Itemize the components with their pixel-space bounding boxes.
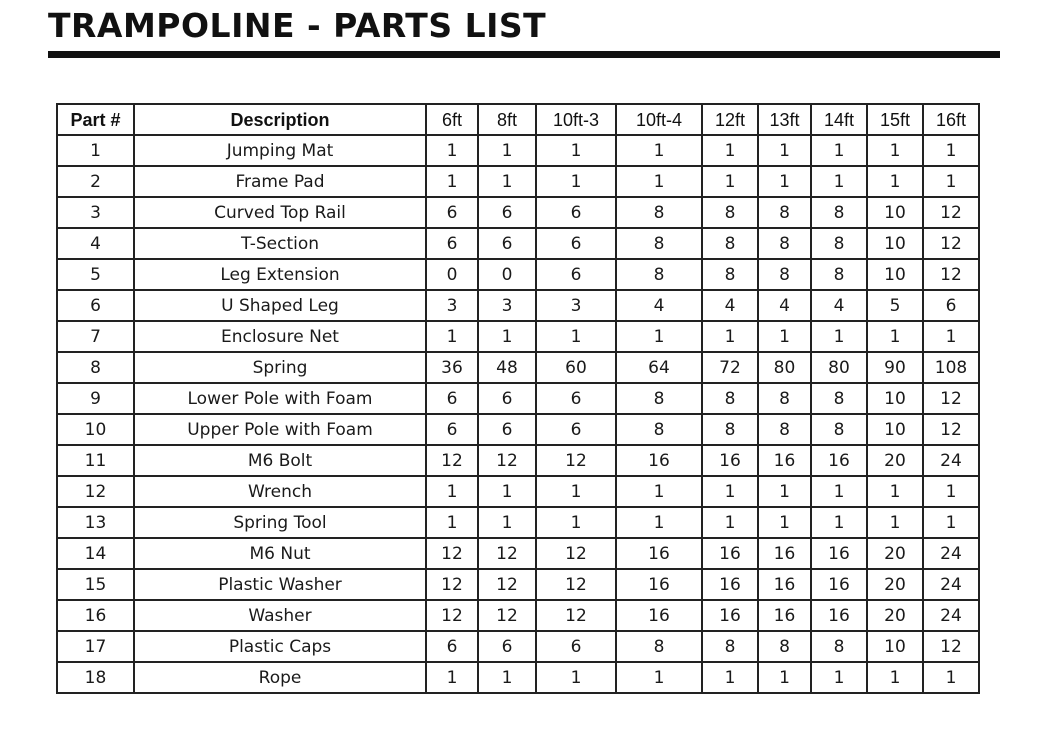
qty-13ft-cell: 1: [758, 662, 811, 693]
qty-13ft-cell: 1: [758, 507, 811, 538]
qty-10ft-3-cell: 6: [536, 197, 616, 228]
qty-6ft-cell: 12: [426, 538, 478, 569]
qty-16ft-cell: 12: [923, 228, 979, 259]
qty-6ft-cell: 12: [426, 445, 478, 476]
qty-15ft-cell: 10: [867, 197, 923, 228]
qty-14ft-cell: 1: [811, 476, 867, 507]
qty-15ft-cell: 1: [867, 476, 923, 507]
qty-10ft-4-cell: 1: [616, 166, 702, 197]
qty-13ft-cell: 4: [758, 290, 811, 321]
qty-16ft-cell: 24: [923, 445, 979, 476]
qty-15ft-cell: 20: [867, 569, 923, 600]
qty-8ft-cell: 1: [478, 321, 536, 352]
part-number-cell: 13: [57, 507, 134, 538]
qty-14ft-cell: 16: [811, 445, 867, 476]
qty-10ft-4-cell: 8: [616, 383, 702, 414]
qty-14ft-cell: 1: [811, 135, 867, 166]
qty-15ft-cell: 10: [867, 228, 923, 259]
qty-12ft-cell: 8: [702, 228, 758, 259]
part-number-cell: 5: [57, 259, 134, 290]
qty-12ft-cell: 8: [702, 631, 758, 662]
qty-13ft-cell: 1: [758, 321, 811, 352]
table-row: [57, 631, 979, 662]
qty-8ft-cell: 1: [478, 166, 536, 197]
qty-14ft-cell: 80: [811, 352, 867, 383]
qty-6ft-cell: 6: [426, 414, 478, 445]
qty-14ft-cell: 8: [811, 631, 867, 662]
qty-12ft-cell: 1: [702, 135, 758, 166]
description-cell: Plastic Caps: [134, 631, 426, 662]
qty-10ft-4-cell: 64: [616, 352, 702, 383]
qty-13ft-cell: 8: [758, 197, 811, 228]
header-size-6ft: 6ft: [426, 104, 478, 135]
qty-15ft-cell: 10: [867, 383, 923, 414]
page-title: TRAMPOLINE - PARTS LIST: [48, 6, 547, 45]
qty-12ft-cell: 1: [702, 476, 758, 507]
qty-6ft-cell: 0: [426, 259, 478, 290]
header-size-12ft: 12ft: [702, 104, 758, 135]
qty-10ft-3-cell: 12: [536, 538, 616, 569]
table-row: [57, 290, 979, 321]
qty-10ft-4-cell: 1: [616, 135, 702, 166]
qty-10ft-4-cell: 4: [616, 290, 702, 321]
qty-16ft-cell: 12: [923, 259, 979, 290]
part-number-cell: 14: [57, 538, 134, 569]
qty-15ft-cell: 1: [867, 321, 923, 352]
qty-13ft-cell: 80: [758, 352, 811, 383]
qty-12ft-cell: 1: [702, 166, 758, 197]
qty-16ft-cell: 1: [923, 321, 979, 352]
qty-14ft-cell: 8: [811, 228, 867, 259]
header-size-14ft: 14ft: [811, 104, 867, 135]
qty-16ft-cell: 24: [923, 600, 979, 631]
header-size-8ft: 8ft: [478, 104, 536, 135]
qty-6ft-cell: 1: [426, 662, 478, 693]
table-row: [57, 166, 979, 197]
qty-10ft-4-cell: 16: [616, 600, 702, 631]
table-header-row: [57, 104, 979, 135]
table-row: [57, 228, 979, 259]
qty-14ft-cell: 16: [811, 538, 867, 569]
qty-15ft-cell: 1: [867, 166, 923, 197]
part-number-cell: 17: [57, 631, 134, 662]
header-size-16ft: 16ft: [923, 104, 979, 135]
qty-13ft-cell: 8: [758, 259, 811, 290]
part-number-cell: 6: [57, 290, 134, 321]
qty-14ft-cell: 1: [811, 507, 867, 538]
qty-10ft-4-cell: 1: [616, 321, 702, 352]
qty-13ft-cell: 8: [758, 414, 811, 445]
qty-10ft-4-cell: 1: [616, 476, 702, 507]
qty-6ft-cell: 12: [426, 600, 478, 631]
qty-12ft-cell: 8: [702, 197, 758, 228]
qty-16ft-cell: 1: [923, 166, 979, 197]
qty-15ft-cell: 90: [867, 352, 923, 383]
qty-10ft-3-cell: 1: [536, 507, 616, 538]
qty-14ft-cell: 8: [811, 383, 867, 414]
qty-14ft-cell: 1: [811, 166, 867, 197]
qty-16ft-cell: 108: [923, 352, 979, 383]
qty-16ft-cell: 12: [923, 197, 979, 228]
qty-8ft-cell: 6: [478, 228, 536, 259]
part-number-cell: 18: [57, 662, 134, 693]
qty-10ft-3-cell: 1: [536, 662, 616, 693]
qty-15ft-cell: 1: [867, 507, 923, 538]
parts-table-body: [57, 135, 979, 693]
table-row: [57, 569, 979, 600]
part-number-cell: 8: [57, 352, 134, 383]
qty-6ft-cell: 6: [426, 631, 478, 662]
qty-16ft-cell: 24: [923, 569, 979, 600]
qty-15ft-cell: 20: [867, 538, 923, 569]
table-row: [57, 383, 979, 414]
qty-13ft-cell: 16: [758, 600, 811, 631]
qty-6ft-cell: 6: [426, 197, 478, 228]
qty-12ft-cell: 1: [702, 507, 758, 538]
part-number-cell: 12: [57, 476, 134, 507]
qty-16ft-cell: 24: [923, 538, 979, 569]
header-size-15ft: 15ft: [867, 104, 923, 135]
qty-16ft-cell: 1: [923, 507, 979, 538]
qty-13ft-cell: 1: [758, 166, 811, 197]
part-number-cell: 11: [57, 445, 134, 476]
qty-13ft-cell: 16: [758, 445, 811, 476]
qty-8ft-cell: 12: [478, 538, 536, 569]
description-cell: Washer: [134, 600, 426, 631]
qty-10ft-3-cell: 1: [536, 476, 616, 507]
description-cell: Wrench: [134, 476, 426, 507]
qty-10ft-3-cell: 12: [536, 445, 616, 476]
description-cell: Curved Top Rail: [134, 197, 426, 228]
table-row: [57, 259, 979, 290]
table-row: [57, 662, 979, 693]
description-cell: Spring: [134, 352, 426, 383]
description-cell: Jumping Mat: [134, 135, 426, 166]
qty-15ft-cell: 20: [867, 445, 923, 476]
part-number-cell: 2: [57, 166, 134, 197]
qty-10ft-4-cell: 8: [616, 197, 702, 228]
description-cell: Enclosure Net: [134, 321, 426, 352]
qty-14ft-cell: 8: [811, 259, 867, 290]
qty-10ft-3-cell: 1: [536, 321, 616, 352]
qty-10ft-3-cell: 3: [536, 290, 616, 321]
qty-13ft-cell: 16: [758, 538, 811, 569]
qty-13ft-cell: 8: [758, 383, 811, 414]
description-cell: M6 Bolt: [134, 445, 426, 476]
qty-8ft-cell: 6: [478, 383, 536, 414]
qty-6ft-cell: 1: [426, 507, 478, 538]
qty-14ft-cell: 1: [811, 662, 867, 693]
qty-16ft-cell: 12: [923, 414, 979, 445]
part-number-cell: 9: [57, 383, 134, 414]
qty-10ft-3-cell: 60: [536, 352, 616, 383]
header-size-10ft-3: 10ft-3: [536, 104, 616, 135]
description-cell: Rope: [134, 662, 426, 693]
header-size-13ft: 13ft: [758, 104, 811, 135]
table-row: [57, 197, 979, 228]
description-cell: U Shaped Leg: [134, 290, 426, 321]
qty-13ft-cell: 1: [758, 135, 811, 166]
qty-16ft-cell: 12: [923, 383, 979, 414]
qty-6ft-cell: 1: [426, 321, 478, 352]
qty-15ft-cell: 10: [867, 259, 923, 290]
qty-6ft-cell: 1: [426, 166, 478, 197]
qty-10ft-4-cell: 16: [616, 445, 702, 476]
part-number-cell: 15: [57, 569, 134, 600]
qty-8ft-cell: 12: [478, 600, 536, 631]
qty-8ft-cell: 48: [478, 352, 536, 383]
qty-14ft-cell: 8: [811, 197, 867, 228]
qty-14ft-cell: 16: [811, 569, 867, 600]
qty-15ft-cell: 10: [867, 414, 923, 445]
qty-10ft-4-cell: 16: [616, 569, 702, 600]
table-row: [57, 414, 979, 445]
qty-10ft-3-cell: 6: [536, 259, 616, 290]
part-number-cell: 16: [57, 600, 134, 631]
qty-16ft-cell: 1: [923, 476, 979, 507]
description-cell: Spring Tool: [134, 507, 426, 538]
qty-12ft-cell: 16: [702, 569, 758, 600]
qty-10ft-4-cell: 8: [616, 414, 702, 445]
qty-8ft-cell: 1: [478, 476, 536, 507]
part-number-cell: 1: [57, 135, 134, 166]
header-description: Description: [134, 104, 426, 135]
qty-10ft-3-cell: 6: [536, 383, 616, 414]
qty-15ft-cell: 20: [867, 600, 923, 631]
description-cell: Lower Pole with Foam: [134, 383, 426, 414]
qty-15ft-cell: 1: [867, 662, 923, 693]
qty-15ft-cell: 1: [867, 135, 923, 166]
qty-13ft-cell: 8: [758, 228, 811, 259]
qty-6ft-cell: 1: [426, 476, 478, 507]
part-number-cell: 3: [57, 197, 134, 228]
qty-12ft-cell: 16: [702, 600, 758, 631]
qty-12ft-cell: 1: [702, 321, 758, 352]
table-row: [57, 538, 979, 569]
table-row: [57, 445, 979, 476]
qty-10ft-4-cell: 1: [616, 507, 702, 538]
qty-13ft-cell: 8: [758, 631, 811, 662]
title-underline: [48, 51, 1000, 58]
qty-6ft-cell: 6: [426, 383, 478, 414]
part-number-cell: 7: [57, 321, 134, 352]
qty-8ft-cell: 0: [478, 259, 536, 290]
qty-16ft-cell: 6: [923, 290, 979, 321]
table-row: [57, 476, 979, 507]
header-size-10ft-4: 10ft-4: [616, 104, 702, 135]
table-row: [57, 135, 979, 166]
qty-10ft-3-cell: 1: [536, 135, 616, 166]
qty-12ft-cell: 8: [702, 383, 758, 414]
qty-10ft-4-cell: 1: [616, 662, 702, 693]
qty-10ft-3-cell: 6: [536, 414, 616, 445]
qty-12ft-cell: 8: [702, 259, 758, 290]
qty-8ft-cell: 6: [478, 631, 536, 662]
qty-10ft-4-cell: 8: [616, 631, 702, 662]
qty-10ft-3-cell: 6: [536, 228, 616, 259]
qty-10ft-4-cell: 16: [616, 538, 702, 569]
part-number-cell: 10: [57, 414, 134, 445]
qty-8ft-cell: 6: [478, 197, 536, 228]
qty-6ft-cell: 6: [426, 228, 478, 259]
qty-8ft-cell: 1: [478, 135, 536, 166]
qty-8ft-cell: 1: [478, 662, 536, 693]
qty-13ft-cell: 1: [758, 476, 811, 507]
qty-14ft-cell: 4: [811, 290, 867, 321]
qty-6ft-cell: 36: [426, 352, 478, 383]
parts-table: [56, 103, 980, 694]
qty-12ft-cell: 1: [702, 662, 758, 693]
qty-14ft-cell: 8: [811, 414, 867, 445]
qty-10ft-4-cell: 8: [616, 259, 702, 290]
qty-12ft-cell: 72: [702, 352, 758, 383]
qty-6ft-cell: 1: [426, 135, 478, 166]
qty-8ft-cell: 12: [478, 445, 536, 476]
qty-8ft-cell: 12: [478, 569, 536, 600]
qty-15ft-cell: 10: [867, 631, 923, 662]
qty-12ft-cell: 4: [702, 290, 758, 321]
qty-16ft-cell: 12: [923, 631, 979, 662]
description-cell: Plastic Washer: [134, 569, 426, 600]
description-cell: M6 Nut: [134, 538, 426, 569]
description-cell: T-Section: [134, 228, 426, 259]
description-cell: Frame Pad: [134, 166, 426, 197]
description-cell: Leg Extension: [134, 259, 426, 290]
qty-10ft-3-cell: 6: [536, 631, 616, 662]
qty-10ft-3-cell: 12: [536, 569, 616, 600]
description-cell: Upper Pole with Foam: [134, 414, 426, 445]
qty-12ft-cell: 16: [702, 538, 758, 569]
qty-15ft-cell: 5: [867, 290, 923, 321]
qty-16ft-cell: 1: [923, 135, 979, 166]
qty-8ft-cell: 6: [478, 414, 536, 445]
qty-12ft-cell: 16: [702, 445, 758, 476]
qty-13ft-cell: 16: [758, 569, 811, 600]
qty-10ft-4-cell: 8: [616, 228, 702, 259]
table-row: [57, 600, 979, 631]
qty-12ft-cell: 8: [702, 414, 758, 445]
part-number-cell: 4: [57, 228, 134, 259]
qty-10ft-3-cell: 12: [536, 600, 616, 631]
qty-14ft-cell: 1: [811, 321, 867, 352]
qty-14ft-cell: 16: [811, 600, 867, 631]
header-part-number: Part #: [57, 104, 134, 135]
qty-16ft-cell: 1: [923, 662, 979, 693]
table-row: [57, 507, 979, 538]
qty-10ft-3-cell: 1: [536, 166, 616, 197]
table-row: [57, 352, 979, 383]
table-row: [57, 321, 979, 352]
qty-8ft-cell: 1: [478, 507, 536, 538]
qty-6ft-cell: 12: [426, 569, 478, 600]
qty-8ft-cell: 3: [478, 290, 536, 321]
qty-6ft-cell: 3: [426, 290, 478, 321]
